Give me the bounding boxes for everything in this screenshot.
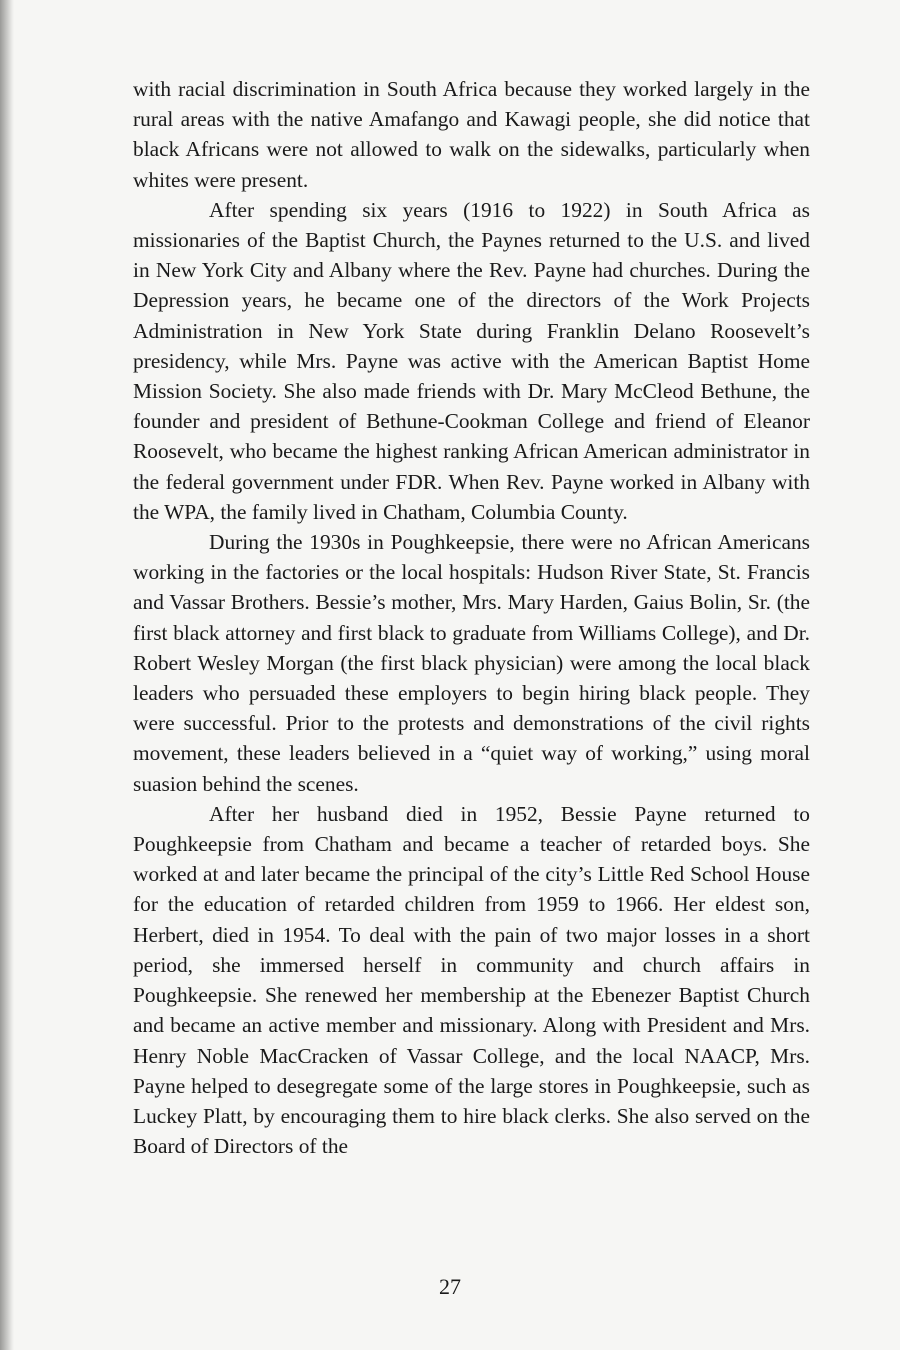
paragraph: After her husband died in 1952, Bessie Payne returned to Poughkeepsie from Chatham and became a teacher of retarded boys. She worked at and later became the principal of the city’s Little Red School House for the education of retarded children from 1959 to 1966. Her eldest son, Herbert, died in 1954. To deal with the pain of two major losses in a short period, she immersed herself in community and church affairs in Poughkeepsie. She renewed her membership at the Ebenezer Baptist Church and became an active member and missionary. Along with President and Mrs. Henry Noble MacCracken of Vassar College, and the local NAACP, Mrs. Payne helped to desegregate some of the large stores in Poughkeepsie, such as Luckey Platt, by encouraging them to hire black clerks. She also served on the Board of Directors of the	[133, 801, 810, 1159]
paragraph-continued: with racial discrimination in South Africa because they worked largely in the rural areas with the native Amafango and Kawagi people, she did notice that black Africans were not allowed to walk on the sidewalks, particularly when whites were present.	[133, 77, 810, 192]
body-text	[133, 74, 810, 1161]
binding-shadow	[0, 0, 14, 1350]
page-number: 27	[439, 1274, 461, 1299]
paragraph: During the 1930s in Poughkeepsie, there were no African Americans working in the factories or the local hospitals: Hudson River State, St. Francis and Vassar Brothers. Bessie’s mother, Mrs. Mary Harden, Gaius Bolin, Sr. (the first black attorney and first black to graduate from Williams College), and Dr. Robert Wesley Morgan (the first black physician) were among the local black leaders who persuaded these employers to begin hiring black people. They were successful. Prior to the protests and demonstrations of the civil rights movement, these leaders believed in a “quiet way of working,” using moral suasion behind the scenes.	[133, 530, 810, 796]
paragraph: After spending six years (1916 to 1922) in South Africa as missionaries of the Baptist Church, the Paynes returned to the U.S. and lived in New York City and Albany where the Rev. Payne had churches. During the Depression years, he became one of the directors of the Work Projects Administration in New York State during Franklin Delano Roosevelt’s presidency, while Mrs. Payne was active with the American Baptist Home Mission Society. She also made friends with Dr. Mary McCleod Bethune, the founder and president of Bethune-Cookman College and friend of Eleanor Roosevelt, who became the highest ranking African American administrator in the federal government under FDR. When Rev. Payne worked in Albany with the WPA, the family lived in Chatham, Columbia County.	[133, 197, 810, 524]
